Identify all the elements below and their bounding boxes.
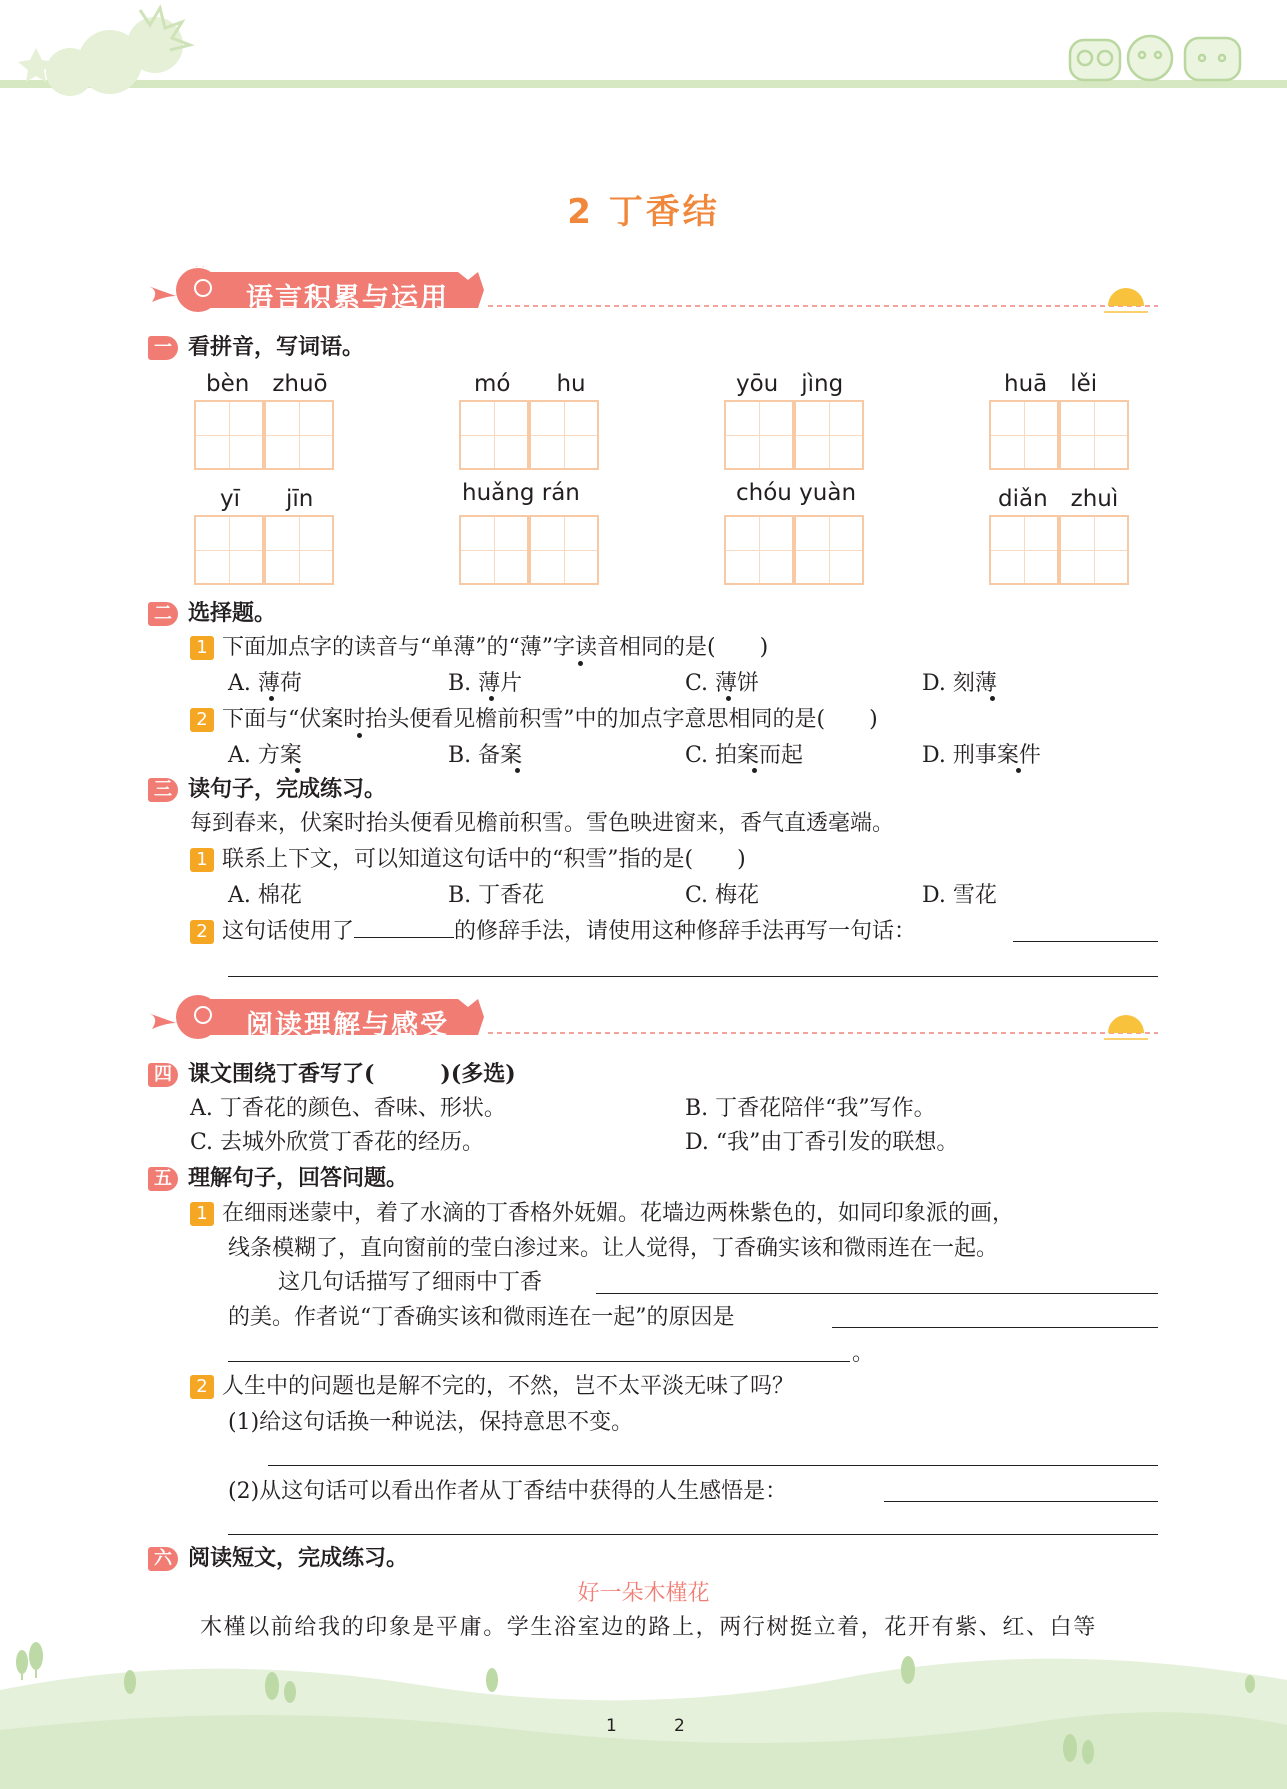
q5-sub2-part2: (2)从这句话可以看出作者从丁香结中获得的人生感悟是： bbox=[228, 1479, 788, 1504]
question-title: 课文围绕丁香写了( )(多选) bbox=[188, 1061, 516, 1087]
emphasis-dot bbox=[990, 696, 995, 701]
q2-sub2 bbox=[190, 702, 878, 733]
option[interactable]: B. 丁香花陪伴“我”写作。 bbox=[685, 1096, 936, 1121]
q3-sub2-text-a: 这句话使用了 bbox=[222, 919, 355, 944]
writing-box[interactable] bbox=[529, 400, 599, 470]
pinyin-8: diǎn zhuì bbox=[998, 486, 1119, 512]
q2-sub1-text: 下面加点字的读音与“单薄”的“薄”字读音相同的是( ) bbox=[222, 635, 769, 660]
q5-sub1-line1: 在细雨迷蒙中，着了水滴的丁香格外妩媚。花墙边两株紫色的，如同印象派的画， bbox=[222, 1201, 1015, 1226]
question-1-heading bbox=[148, 330, 364, 361]
answer-line[interactable] bbox=[596, 1292, 1158, 1294]
question-number-badge: 二 bbox=[148, 602, 178, 626]
writing-box[interactable] bbox=[989, 515, 1059, 585]
q5-sub1-period: 。 bbox=[852, 1341, 875, 1366]
option[interactable]: C. 去城外欣赏丁香花的经历。 bbox=[190, 1130, 485, 1155]
writing-box[interactable] bbox=[724, 400, 794, 470]
option[interactable]: B. 丁香花 bbox=[448, 883, 545, 908]
option[interactable]: C. 梅花 bbox=[685, 883, 760, 908]
writing-box[interactable] bbox=[194, 515, 264, 585]
section-banner-1-label: 语言积累与运用 bbox=[246, 283, 449, 314]
question-title: 理解句子，回答问题。 bbox=[188, 1165, 409, 1191]
question-number-badge: 四 bbox=[148, 1063, 178, 1087]
question-3-heading bbox=[148, 772, 386, 803]
article-first-line: 木槿以前给我的印象是平庸。学生浴室边的路上，两行树挺立着，花开有紫、红、白等 bbox=[200, 1615, 1097, 1640]
pinyin-4: huā lěi bbox=[1004, 371, 1098, 397]
q3-sub1-text: 联系上下文，可以知道这句话中的“积雪”指的是( ) bbox=[222, 847, 746, 872]
option[interactable]: D. “我”由丁香引发的联想。 bbox=[685, 1130, 959, 1155]
sub-number-badge: 2 bbox=[190, 920, 214, 944]
writing-box[interactable] bbox=[459, 515, 529, 585]
writing-box[interactable] bbox=[459, 400, 529, 470]
option[interactable]: A. 棉花 bbox=[228, 883, 302, 908]
q5-sub2-part1: (1)给这句话换一种说法，保持意思不变。 bbox=[228, 1410, 634, 1435]
section-banner-1 bbox=[148, 266, 1158, 314]
question-title: 阅读短文，完成练习。 bbox=[188, 1545, 409, 1571]
page-title: 2 丁香结 bbox=[567, 192, 720, 232]
writing-box[interactable] bbox=[724, 515, 794, 585]
answer-line[interactable] bbox=[268, 1464, 1158, 1466]
option[interactable]: C. 拍案而起 bbox=[685, 743, 804, 768]
question-6-heading bbox=[148, 1541, 408, 1572]
writing-box[interactable] bbox=[264, 400, 334, 470]
footer-landscape bbox=[0, 1630, 1287, 1789]
writing-box[interactable] bbox=[794, 515, 864, 585]
q2-sub1 bbox=[190, 630, 768, 661]
section-banner-2-label: 阅读理解与感受 bbox=[246, 1010, 449, 1041]
option[interactable]: D. 刻薄 bbox=[922, 671, 997, 696]
option[interactable]: A. 丁香花的颜色、香味、形状。 bbox=[190, 1096, 506, 1121]
question-2-heading bbox=[148, 596, 276, 627]
emphasis-dot bbox=[357, 733, 362, 738]
animal-faces-icon bbox=[1070, 36, 1240, 80]
page-number-left: 1 bbox=[606, 1716, 617, 1736]
writing-box[interactable] bbox=[794, 400, 864, 470]
page-number-right: 2 bbox=[674, 1716, 685, 1736]
question-title: 看拼音，写词语。 bbox=[188, 334, 365, 360]
q5-sub2-text: 人生中的问题也是解不完的，不然，岂不太平淡无味了吗？ bbox=[222, 1374, 795, 1399]
article-title: 好一朵木槿花 bbox=[577, 1581, 710, 1606]
q5-sub1 bbox=[190, 1196, 1014, 1227]
answer-line[interactable] bbox=[884, 1500, 1158, 1502]
question-title: 选择题。 bbox=[188, 600, 277, 626]
section-banner-2 bbox=[148, 993, 1158, 1041]
answer-line[interactable] bbox=[1013, 940, 1158, 942]
q3-sub2 bbox=[190, 914, 916, 945]
question-number-badge: 五 bbox=[148, 1167, 178, 1191]
question-title: 读句子，完成练习。 bbox=[188, 776, 387, 802]
q2-sub2-text: 下面与“伏案时抬头便看见檐前积雪”中的加点字意思相同的是( ) bbox=[222, 707, 878, 732]
q3-passage: 每到春来，伏案时抬头便看见檐前积雪。雪色映进窗来，香气直透毫端。 bbox=[190, 811, 895, 836]
sub-number-badge: 2 bbox=[190, 708, 214, 732]
question-5-heading bbox=[148, 1161, 408, 1192]
question-4-heading bbox=[148, 1057, 516, 1088]
pinyin-5: yī jīn bbox=[220, 486, 314, 512]
question-number-badge: 六 bbox=[148, 1547, 178, 1571]
option[interactable]: A. 薄荷 bbox=[228, 671, 302, 696]
answer-line[interactable] bbox=[832, 1326, 1158, 1328]
answer-line[interactable] bbox=[228, 1533, 1158, 1535]
sub-number-badge: 1 bbox=[190, 636, 214, 660]
option[interactable]: D. 刑事案件 bbox=[922, 743, 1041, 768]
pinyin-3: yōu jìng bbox=[736, 371, 844, 397]
pinyin-7: chóu yuàn bbox=[736, 480, 857, 506]
emphasis-dot bbox=[578, 661, 583, 666]
header-decoration bbox=[0, 0, 1287, 110]
emphasis-dot bbox=[726, 696, 731, 701]
q5-sub2 bbox=[190, 1369, 794, 1400]
sub-number-badge: 1 bbox=[190, 1202, 214, 1226]
writing-box[interactable] bbox=[1059, 515, 1129, 585]
emphasis-dot bbox=[515, 768, 520, 773]
q3-sub1 bbox=[190, 842, 746, 873]
q3-sub2-text-b: 的修辞手法，请使用这种修辞手法再写一句话： bbox=[454, 919, 917, 944]
pinyin-6: huǎng rán bbox=[462, 480, 580, 506]
sub-number-badge: 2 bbox=[190, 1375, 214, 1399]
option[interactable]: A. 方案 bbox=[228, 743, 302, 768]
q5-sub1-line3: 这几句话描写了细雨中丁香 bbox=[278, 1270, 543, 1295]
question-number-badge: 一 bbox=[148, 336, 178, 360]
emphasis-dot bbox=[1016, 768, 1021, 773]
pinyin-1: bèn zhuō bbox=[206, 371, 328, 397]
option[interactable]: C. 薄饼 bbox=[685, 671, 760, 696]
answer-line[interactable] bbox=[228, 975, 1158, 977]
question-number-badge: 三 bbox=[148, 778, 178, 802]
option[interactable]: D. 雪花 bbox=[922, 883, 997, 908]
option[interactable]: B. 备案 bbox=[448, 743, 523, 768]
q5-sub1-line2: 线条模糊了，直向窗前的莹白渗过来。让人觉得，丁香确实该和微雨连在一起。 bbox=[228, 1236, 999, 1261]
writing-box[interactable] bbox=[989, 400, 1059, 470]
writing-box[interactable] bbox=[529, 515, 599, 585]
emphasis-dot bbox=[489, 696, 494, 701]
emphasis-dot bbox=[752, 768, 757, 773]
q5-sub1-line4: 的美。作者说“丁香确实该和微雨连在一起”的原因是 bbox=[228, 1305, 735, 1330]
writing-box[interactable] bbox=[194, 400, 264, 470]
emphasis-dot bbox=[269, 696, 274, 701]
writing-box[interactable] bbox=[1059, 400, 1129, 470]
option[interactable]: B. 薄片 bbox=[448, 671, 523, 696]
answer-line[interactable] bbox=[228, 1360, 850, 1362]
pinyin-2: mó hu bbox=[474, 371, 586, 397]
sub-number-badge: 1 bbox=[190, 848, 214, 872]
answer-blank[interactable] bbox=[354, 917, 454, 938]
writing-box[interactable] bbox=[264, 515, 334, 585]
